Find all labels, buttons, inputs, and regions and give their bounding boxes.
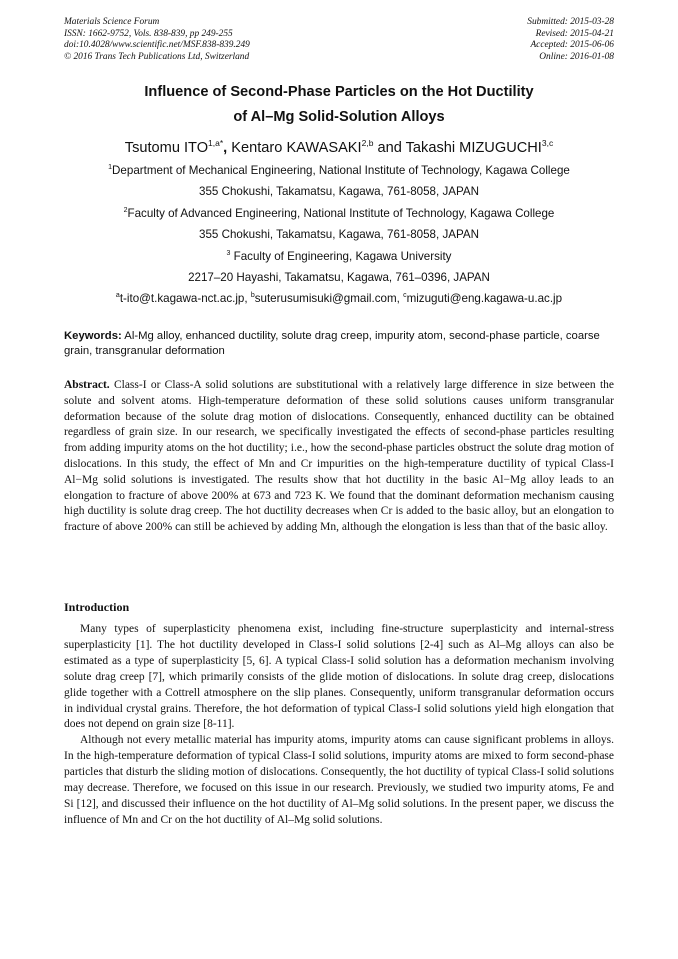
affiliation-line [20, 181, 658, 202]
keywords-label: Keywords: [64, 330, 122, 342]
affiliation-line [20, 203, 658, 224]
journal-info [64, 17, 250, 63]
author-affiliation-mark: 1,a* [208, 138, 224, 148]
affiliation-text: Faculty of Engineering, Kagawa University [230, 249, 452, 263]
paper-title [40, 80, 638, 130]
affiliation-mark: 3 [226, 249, 231, 257]
issn-volume: ISSN: 1662-9752, Vols. 838-839, pp 249-255 [64, 28, 233, 39]
affiliation-line [20, 160, 658, 181]
affiliation-text: Department of Mechanical Engineering, National Institute of Technology, Kagawa College [112, 164, 570, 177]
email-line [20, 288, 658, 309]
paragraph: Although not every metallic material has impurity atoms, impurity atoms can cause significant problems in alloys. In the high-temperature deformation of typical Class-I solid solutions, impurity atoms are mixed to form second-phase particles that disturb the sliding motion of dislocations. Consequently, the hot ductility of typical Class-I solid solutions may decrease. Therefore, we focused on this issue in our research. Previously, we studied two impurity atoms, Fe and Si [12], and discussed their influence on the hot ductility of Al–Mg solid solutions. In the present paper, we discuss the influence of Mn and Cr on the hot ductility of Al–Mg solid solutions. [64, 734, 614, 826]
author-affiliation-mark: 2,b [361, 138, 374, 148]
affiliation-line [20, 246, 658, 267]
author-separator: , [223, 140, 232, 156]
copyright: © 2016 Trans Tech Publications Ltd, Switzerland [64, 51, 250, 62]
author-name: Takashi MIZUGUCHI [405, 140, 542, 156]
affiliation-line [20, 224, 658, 245]
journal-name: Materials Science Forum [64, 17, 160, 27]
introduction-heading: Introduction [64, 600, 130, 614]
submitted-date: Submitted: 2015-03-28 [527, 17, 614, 27]
abstract-label: Abstract. [64, 379, 110, 391]
affiliation-text: 355 Chokushi, Takamatsu, Kagawa, 761-8058, JAPAN [199, 228, 479, 242]
email-address[interactable]: suterusumisuki@gmail.com, [254, 292, 404, 306]
title-line-1: Influence of Second-Phase Particles on the Hot Ductility [144, 84, 534, 100]
affiliations [20, 160, 658, 310]
author-name: Tsutomu ITO [124, 140, 209, 156]
affiliation-mark: 1 [108, 164, 113, 171]
paragraph: Many types of superplasticity phenomena exist, including fine-structure superplasticity and internal-stress superplasticity [1]. The hot ductility developed in Class-I solid solutions [2-4] such as Al–Mg alloys can also be estimated as a type of superplasticity [5, 6]. A typical Class-I solid solution has a deformation mechanism involving solute drag creep [7], which primarily consists of the glide motion of dislocations. In solute drag creep, dislocations glide together with a Cottrell atmosphere on the slip planes. Consequently, uniform transgranular deformation occurs in individual crystal grains. Therefore, the hot deformation of typical Class-I solid solutions yield high elongation that does not depend on grain size [8-11]. [64, 623, 614, 731]
affiliation-mark: 2 [123, 206, 128, 214]
keywords-text: Al-Mg alloy, enhanced ductility, solute drag creep, impurity atom, second-phase particle, coarse grain, transgranular deformation [64, 330, 600, 357]
online-date: Online: 2016-01-08 [539, 51, 614, 62]
keywords-section [64, 329, 614, 359]
introduction-body [64, 622, 614, 829]
title-line-2: of Al–Mg Solid-Solution Alloys [233, 109, 445, 125]
publication-header [64, 17, 614, 65]
email-mark: a [115, 292, 120, 300]
author-separator: and [373, 140, 406, 156]
accepted-date: Accepted: 2015-06-06 [530, 40, 614, 51]
abstract-text: Class-I or Class-A solid solutions are substitutional with a relatively large difference in size between the solute and solvent atoms. High-temperature deformation of these solid solutions causes uniform transgranular deformation because of the solute drag motion of dislocations. Consequently, enhanced ductility can be obtained regardless of grain size. In our research, we specifically investigated the effects of second-phase particles resulting from adding impurity atoms on the hot ductility; i.e., how the second-phase particles obstruct the solute drag motion of dislocations. In this study, the effect of Mn and Cr impurities on the high-temperature ductility of typical Class-I Al−Mg solid solutions is investigated. The results show that hot ductility in the basic Al−Mg alloy leads to an elongation to fracture of above 200% at 673 and 723 K. We found that the dominant deformation mechanism causing high ductility is solute drag creep. The hot ductility decreases when Cr is added to the basic alloy, but an elongation to fracture of above 200% can still be achieved by adding Mn, although the elongation is less than that of the basic alloy. [64, 379, 614, 534]
affiliation-line [20, 267, 658, 288]
abstract-section [64, 378, 614, 536]
email-address[interactable]: mizuguti@eng.kagawa-u.ac.jp [406, 292, 563, 306]
revised-date: Revised: 2015-04-21 [535, 28, 614, 39]
author-name: Kentaro KAWASAKI [231, 140, 362, 156]
affiliation-text: Faculty of Advanced Engineering, National Institute of Technology, Kagawa College [127, 206, 555, 220]
email-mark: b [250, 292, 255, 300]
submission-dates [527, 17, 614, 63]
email-mark: c [403, 292, 407, 300]
author-list [20, 138, 658, 158]
author-affiliation-mark: 3,c [541, 138, 554, 148]
email-address[interactable]: t-ito@t.kagawa-nct.ac.jp, [119, 292, 251, 306]
affiliation-text: 2217–20 Hayashi, Takamatsu, Kagawa, 761–0396, JAPAN [188, 271, 490, 285]
doi: doi:10.4028/www.scientific.net/MSF.838-839.249 [64, 40, 250, 51]
affiliation-text: 355 Chokushi, Takamatsu, Kagawa, 761-8058, JAPAN [199, 185, 479, 199]
